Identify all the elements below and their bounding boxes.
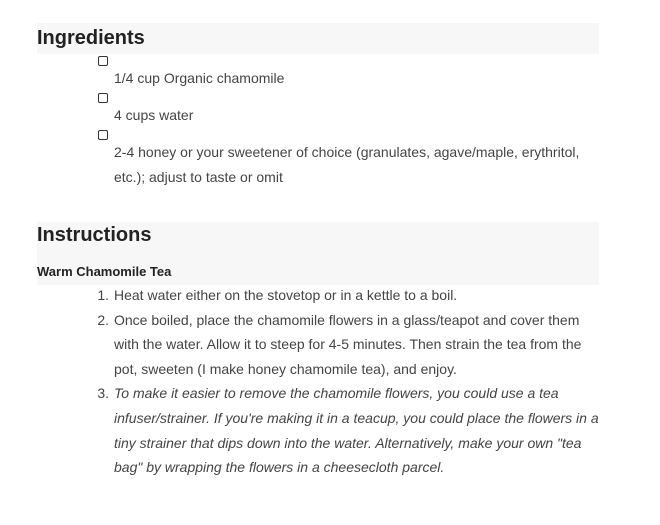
instruction-step [37,308,599,382]
step-number: 2. [97,311,109,328]
instructions-section [37,222,599,480]
instruction-step [37,381,599,479]
instructions-title: Instructions [37,224,152,246]
ingredients-header-band [37,23,599,54]
instruction-step [37,283,599,308]
ingredient-text: 1/4 cup Organic chamomile [114,70,285,86]
ingredient-checkbox[interactable] [98,56,108,66]
step-text: To make it easier to remove the chamomile flowers, you could use a tea infuser/strainer. If you're making it in a teacup, you could place the flowers in a tiny strainer that dips down into the water. Alternatively, make your own "tea bag" by wrapping the flowers in a cheesecloth parcel. [114,385,599,476]
ingredients-title: Ingredients [37,27,145,49]
ingredient-text: 2-4 honey or your sweetener of choice (granulates, agave/maple, erythritol, etc.); adjust to taste or omit [114,144,580,185]
ingredients-section [37,23,599,190]
ingredient-item [37,130,599,190]
ingredient-text: 4 cups water [114,107,194,123]
step-number: 1. [97,287,109,303]
step-number: 3. [97,385,109,402]
ingredient-checkbox[interactable] [98,130,108,140]
step-text: Heat water either on the stovetop or in a kettle to a boil. [114,287,458,303]
step-text: Once boiled, place the chamomile flowers in a glass/teapot and cover them with the water. Allow it to steep for 4-5 minutes. Then strain the tea from the pot, sweeten (I make honey chamomile tea), and enjoy. [114,311,582,377]
instructions-subtitle: Warm Chamomile Tea [37,264,172,279]
ingredient-item [37,93,599,128]
ingredients-list [37,56,599,190]
ingredient-checkbox[interactable] [98,93,108,103]
instructions-list [37,283,599,480]
instructions-header-band [37,222,599,285]
ingredient-item [37,56,599,91]
